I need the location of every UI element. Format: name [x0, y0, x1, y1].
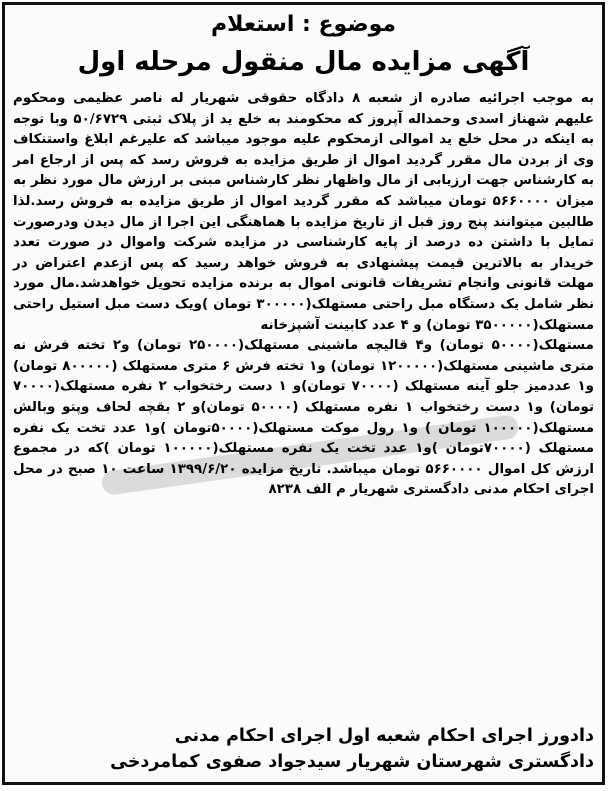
signature-line-2: دادگستری شهرستان شهریار سیدجواد صفوی کمامردخی — [110, 752, 594, 772]
subject-line: موضوع : استعلام — [210, 12, 396, 37]
notice-body — [13, 89, 594, 501]
body-paragraph-1: به موجب اجرائیه صادره از شعبه ۸ دادگاه حقوقی شهریار له ناصر عظیمی ومحکوم علیهم شهناز اسدی وحمداله آپروز که محکومند به خلع ید از پلاک ثبتی ۵۰/۶۷۲۹ وبا توجه به اینکه در محل خلع ید اموالی ازمحکوم علیه موجود میباشد که علیرغم ابلاغ واستنکاف وی از بردن مال مقرر گردید اموال از طریق مزایده به فروش رسد که پس از ارجاع امر به کارشناس جهت ارزیابی از مال واظهار نظر کارشناس مبنی بر ارزش مال مورد نظر به میزان ۵۶۶۰۰۰۰ تومان میباشد که مقرر گردید اموال از طریق مزایده به فروش رسد.لذا طالبین میتوانند پنج روز قبل از تاریخ مزایده با هماهنگی این اجرا از مال دیدن ودرصورت تمایل با داشتن ده درصد از پایه کارشناسی در مزایده شرکت واموال در صورت تعدد خریدار به بالاترین قیمت پیشنهادی به فروش خواهد رسید که پس ازعدم اعتراض در مهلت قانونی وانجام تشریفات قانونی اموال به برنده مزایده تحویل خواهدشد.مال مورد نظر شامل یک دستگاه مبل راحتی مستهلک(۳۰۰۰۰۰ تومان )ویک دست مبل استیل راحتی مستهلک(۳۵۰۰۰۰۰ تومان) و ۴ عدد کابینت آشپزخانه — [13, 91, 594, 333]
signature-line-1: دادورز اجرای احکام شعبه اول اجرای احکام مدنی — [174, 726, 594, 746]
notice-title: آگهی مزایده مال منقول مرحله اول — [77, 47, 530, 77]
body-paragraph-2: مستهلک(۵۰۰۰۰ تومان) و۴ قالیچه ماشینی مستهلک(۲۵۰۰۰۰ تومان) و۲ تخته فرش نه متری ماشینی مستهلک(۱۲۰۰۰۰۰ تومان) و۱ تخته فرش ۶ متری مستهلک (۸۰۰۰۰۰ تومان) و۱ عددمیز جلو آینه مستهلک (۷۰۰۰۰ تومان)و ۱ دست رختخواب ۲ نفره مستهلک(۷۰۰۰۰ تومان) و۱ دست رختخواب ۱ نفره مستهلک (۵۰۰۰۰ تومان)و ۲ بقچه لحاف وپتو وبالش مستهلک(۱۰۰۰۰۰ تومان ) و۱ رول موکت مستهلک(۵۰۰۰۰تومان )و۱ عدد تخت یک نفره مستهلک (۷۰۰۰۰تومان )و۱ عدد تخت یک نفره مستهلک(۱۰۰۰۰۰ تومان )که در مجموع ارزش کل اموال ۵۶۶۰۰۰۰ تومان میباشد. تاریخ مزایده ۱۳۹۹/۶/۲۰ ساعت ۱۰ صبح در محل اجرای احکام مدنی دادگستری شهریار م الف ۸۲۳۸ — [13, 338, 595, 498]
notice-frame — [2, 2, 605, 785]
signature-block — [13, 723, 594, 775]
